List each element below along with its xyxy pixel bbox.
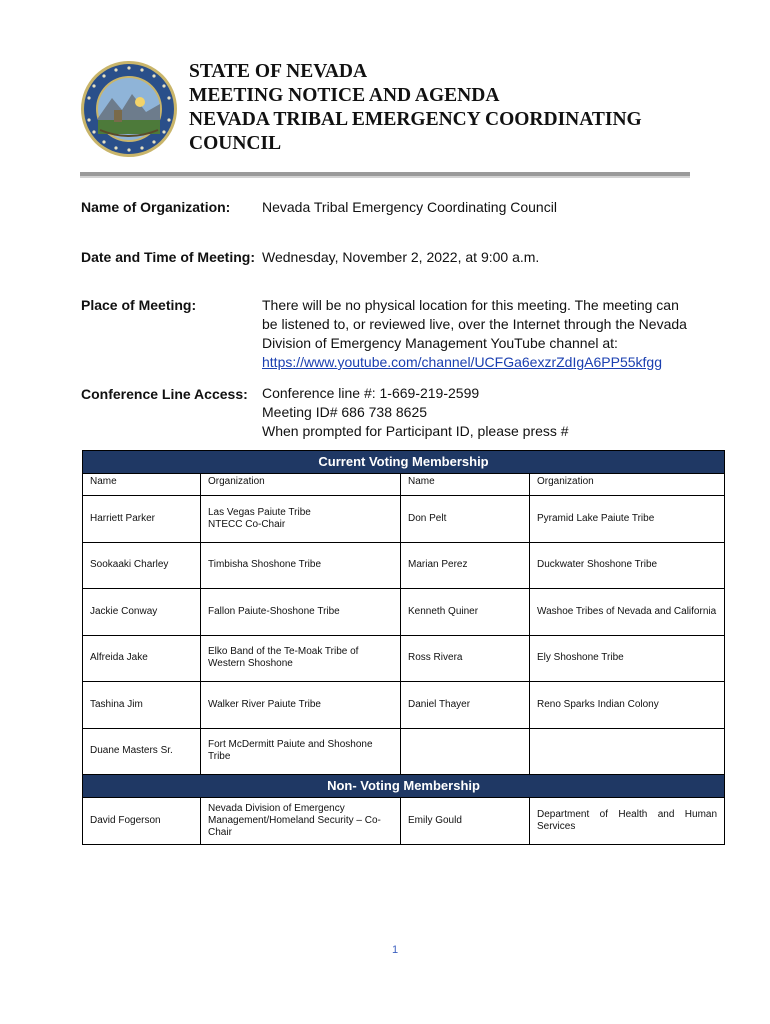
column-header-name: Name xyxy=(83,474,201,496)
member-organization-cell: Las Vegas Paiute Tribe NTECC Co-Chair xyxy=(201,496,401,543)
place-line-3: Division of Emergency Management YouTube channel at: xyxy=(262,335,618,351)
nonvoting-section-header xyxy=(83,775,725,798)
place-value xyxy=(262,296,692,372)
member-name-cell: Marian Perez xyxy=(401,542,530,589)
title-line-4: COUNCIL xyxy=(189,133,282,154)
member-name-cell: Harriett Parker xyxy=(83,496,201,543)
column-header-organization: Organization xyxy=(530,474,725,496)
member-name-cell: Sookaaki Charley xyxy=(83,542,201,589)
table-row xyxy=(83,798,725,845)
member-organization-cell: Fallon Paiute-Shoshone Tribe xyxy=(201,589,401,636)
member-name-cell: Tashina Jim xyxy=(83,682,201,729)
column-header-row xyxy=(83,474,725,496)
voting-title: Current Voting Membership xyxy=(83,451,725,474)
title-line-1: STATE OF NEVADA xyxy=(189,61,368,82)
table-row xyxy=(83,496,725,543)
member-organization-cell xyxy=(530,728,725,775)
conference-line-number: Conference line #: 1-669-219-2599 xyxy=(262,385,480,401)
page-number: 1 xyxy=(392,944,399,956)
title-line-3: NEVADA TRIBAL EMERGENCY COORDINATING xyxy=(189,109,642,130)
conference-participant-note: When prompted for Participant ID, please press # xyxy=(262,423,569,439)
membership-table xyxy=(82,450,725,845)
member-organization-cell: Walker River Paiute Tribe xyxy=(201,682,401,729)
place-line-2: be listened to, or reviewed live, over the Internet through the Nevada xyxy=(262,316,687,332)
member-organization-cell: Timbisha Shoshone Tribe xyxy=(201,542,401,589)
member-name-cell xyxy=(401,728,530,775)
member-name-cell: Ross Rivera xyxy=(401,635,530,682)
column-header-organization: Organization xyxy=(201,474,401,496)
member-name-cell: Alfreida Jake xyxy=(83,635,201,682)
table-row xyxy=(83,542,725,589)
member-organization-cell: Department of Health and Human Services xyxy=(530,798,725,845)
member-name-cell: Daniel Thayer xyxy=(401,682,530,729)
member-name-cell: David Fogerson xyxy=(83,798,201,845)
datetime-value: Wednesday, November 2, 2022, at 9:00 a.m. xyxy=(262,249,540,265)
table-row xyxy=(83,589,725,636)
member-name-cell: Don Pelt xyxy=(401,496,530,543)
datetime-label: Date and Time of Meeting: xyxy=(81,249,255,265)
voting-section-header xyxy=(83,451,725,474)
member-name-cell: Emily Gould xyxy=(401,798,530,845)
place-line-1: There will be no physical location for this meeting. The meeting can xyxy=(262,297,679,313)
place-label: Place of Meeting: xyxy=(81,297,197,313)
member-name-cell: Kenneth Quiner xyxy=(401,589,530,636)
document-title xyxy=(189,60,642,156)
member-organization-cell: Duckwater Shoshone Tribe xyxy=(530,542,725,589)
table-row xyxy=(83,682,725,729)
member-organization-cell: Reno Sparks Indian Colony xyxy=(530,682,725,729)
member-organization-cell: Elko Band of the Te-Moak Tribe of Western Shoshone xyxy=(201,635,401,682)
organization-label: Name of Organization: xyxy=(81,199,231,215)
table-row xyxy=(83,635,725,682)
table-row xyxy=(83,728,725,775)
conference-value xyxy=(262,384,692,441)
header-divider xyxy=(80,172,690,178)
conference-label: Conference Line Access: xyxy=(81,386,248,402)
member-name-cell: Duane Masters Sr. xyxy=(83,728,201,775)
youtube-channel-link[interactable]: https://www.youtube.com/channel/UCFGa6exzrZdIgA6PP55kfgg xyxy=(262,354,662,370)
member-name-cell: Jackie Conway xyxy=(83,589,201,636)
column-header-name: Name xyxy=(401,474,530,496)
organization-value: Nevada Tribal Emergency Coordinating Council xyxy=(262,199,557,215)
member-organization-cell: Ely Shoshone Tribe xyxy=(530,635,725,682)
member-organization-cell: Washoe Tribes of Nevada and California xyxy=(530,589,725,636)
member-organization-cell: Fort McDermitt Paiute and Shoshone Tribe xyxy=(201,728,401,775)
member-organization-cell: Pyramid Lake Paiute Tribe xyxy=(530,496,725,543)
nonvoting-title: Non- Voting Membership xyxy=(83,775,725,798)
nevada-state-seal xyxy=(80,60,178,158)
conference-meeting-id: Meeting ID# 686 738 8625 xyxy=(262,404,428,420)
title-line-2: MEETING NOTICE AND AGENDA xyxy=(189,85,500,106)
member-organization-cell: Nevada Division of Emergency Management/Homeland Security – Co-Chair xyxy=(201,798,401,845)
